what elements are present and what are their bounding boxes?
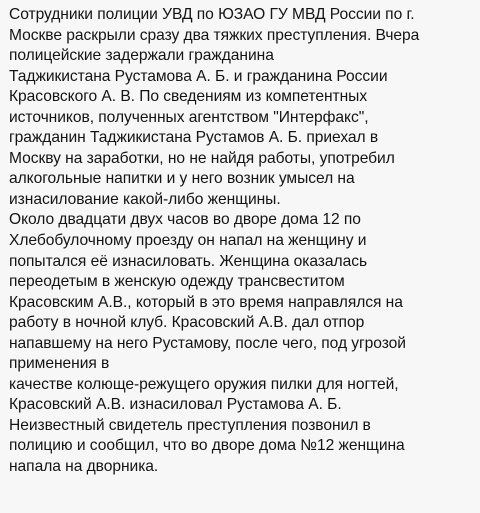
text-line: Москву на заработки, но не найдя работы, употребил	[9, 149, 395, 167]
text-line: работу в ночной клуб. Красовский А.В. дал отпор	[9, 314, 365, 332]
text-line: Сотрудники полиции УВД по ЮЗАО ГУ МВД России по г.	[9, 6, 415, 23]
text-line: Хлебобулочному проезду он напал на женщину и	[9, 232, 367, 250]
text-line: переодетым в женскую одежду трансвеститом	[9, 273, 345, 291]
text-line: Около двадцати двух часов во дворе дома 12 по	[9, 211, 361, 229]
text-line: полицейские задержали гражданина	[9, 47, 274, 65]
text-line: качестве колюще-режущего оружия пилки для ногтей,	[9, 375, 399, 393]
text-line: изнасилование какой-либо женщины.	[9, 190, 281, 208]
text-line: полицию и сообщил, что во дворе дома №12 женщина	[9, 437, 405, 455]
text-line: Неизвестный свидетель преступления позвонил в	[9, 416, 371, 434]
text-line: напавшему на него Рустамову, после чего, под угрозой	[9, 334, 406, 352]
text-line: Таджикистана Рустамова А. Б. и гражданина России	[9, 67, 388, 85]
text-line: попытался её изнасиловать. Женщина оказалась	[9, 252, 368, 270]
text-line: напала на дворника.	[9, 458, 159, 476]
text-line: Красовским А.В., который в это время направлялся на	[9, 293, 403, 311]
text-line: алкогольные напитки и у него возник умысел на	[9, 170, 355, 188]
text-line: Красовский А.В. изнасиловал Рустамова А. Б.	[9, 396, 342, 414]
text-line: источников, полученных агентством "Интерфакс",	[9, 108, 369, 126]
text-line: Красовского А. В. По сведениям из компетентных	[9, 88, 368, 106]
text-line: гражданин Таджикистана Рустамов А. Б. приехал в	[9, 129, 379, 147]
text-line: Москве раскрыли сразу два тяжких преступления. Вчера	[9, 26, 420, 44]
text-line: применения в	[9, 355, 110, 373]
